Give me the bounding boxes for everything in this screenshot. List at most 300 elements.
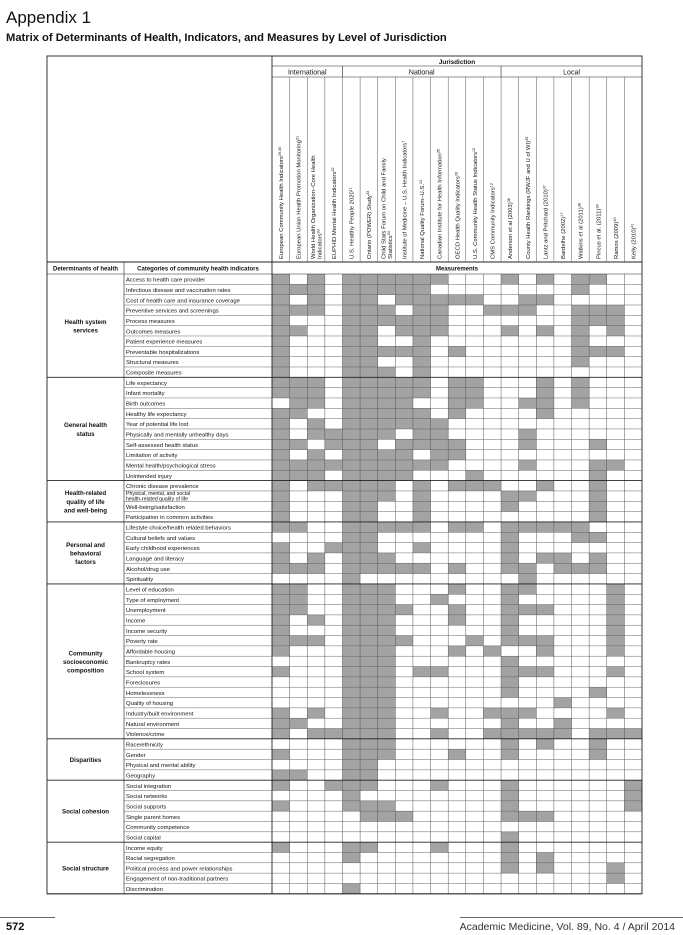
category-label: Engagement of non-traditional partners — [126, 876, 229, 883]
matrix-cell-filled — [501, 594, 519, 604]
category-label: Self-assessed health status — [126, 442, 199, 449]
matrix-cell-filled — [431, 326, 449, 336]
matrix-cell-filled — [501, 605, 519, 615]
matrix-cell-filled — [413, 429, 431, 439]
matrix-cell-filled — [536, 636, 554, 646]
matrix-cell-filled — [448, 439, 466, 449]
matrix-cell-filled — [290, 284, 308, 294]
matrix-cell-filled — [325, 429, 343, 439]
matrix-cell-filled — [290, 470, 308, 480]
matrix-cell-filled — [290, 305, 308, 315]
matrix-cell-filled — [501, 780, 519, 790]
matrix-cell-filled — [554, 563, 572, 573]
matrix-cell-filled — [307, 295, 325, 305]
column-header — [472, 148, 479, 259]
matrix-cell-filled — [607, 615, 625, 625]
matrix-cell-filled — [360, 543, 378, 553]
matrix-cell-filled — [342, 718, 360, 728]
matrix-cell-filled — [572, 284, 590, 294]
matrix-cell-filled — [607, 584, 625, 594]
column-header-ref: 17 — [560, 212, 565, 217]
matrix-cell-filled — [342, 574, 360, 584]
matrix-cell-filled — [272, 367, 290, 377]
matrix-cell-filled — [272, 429, 290, 439]
matrix-cell-filled — [572, 315, 590, 325]
matrix-cell-filled — [519, 811, 537, 821]
matrix-cell-filled — [360, 336, 378, 346]
matrix-cell-filled — [360, 305, 378, 315]
matrix-cell-filled — [536, 481, 554, 491]
matrix-cell-filled — [360, 315, 378, 325]
matrix-cell-filled — [589, 315, 607, 325]
matrix-cell-filled — [519, 574, 537, 584]
matrix-cell-filled — [431, 274, 449, 284]
matrix-cell-filled — [342, 791, 360, 801]
matrix-cell-filled — [589, 346, 607, 356]
matrix-cell-filled — [431, 450, 449, 460]
column-header-label: CMS Community Indicators — [490, 187, 497, 259]
national-header: National — [408, 69, 435, 77]
matrix-cell-filled — [360, 284, 378, 294]
determinant-label: Health-related — [64, 490, 107, 498]
matrix-cell-filled — [395, 605, 413, 615]
matrix-cell-filled — [466, 398, 484, 408]
category-label: Poverty rate — [126, 639, 158, 646]
matrix-cell-filled — [360, 677, 378, 687]
matrix-cell-filled — [554, 522, 572, 532]
matrix-cell-filled — [536, 811, 554, 821]
matrix-cell-filled — [272, 543, 290, 553]
matrix-cell-filled — [395, 811, 413, 821]
matrix-cell-filled — [413, 419, 431, 429]
category-label: Mental health/psychological stress — [126, 463, 216, 470]
matrix-cell-filled — [272, 388, 290, 398]
column-header-label: Statistics — [388, 235, 395, 259]
matrix-cell-filled — [378, 718, 396, 728]
category-label: Income security — [126, 628, 168, 635]
matrix-cell-filled — [325, 729, 343, 739]
matrix-cell-filled — [290, 594, 308, 604]
matrix-cell-filled — [360, 656, 378, 666]
matrix-cell-filled — [413, 305, 431, 315]
matrix-cell-filled — [448, 605, 466, 615]
category-label: Birth outcomes — [126, 401, 166, 408]
category-label: Outcomes measures — [126, 329, 181, 336]
matrix-cell-filled — [501, 501, 519, 511]
category-label: Physical and mental ability — [126, 763, 196, 770]
matrix-cell-filled — [272, 594, 290, 604]
determinant-label: Disparities — [69, 757, 102, 765]
matrix-cell-filled — [572, 532, 590, 542]
column-header-ref: 11 — [348, 187, 353, 192]
category-label: Composite measures — [126, 370, 182, 377]
category-label: Process measures — [126, 318, 175, 325]
column-header-label: U.S. Healthy People 2020 — [349, 191, 356, 259]
matrix-cell-filled — [342, 295, 360, 305]
matrix-cell-filled — [395, 636, 413, 646]
column-header-label: Canadian Institute for Health Information — [437, 153, 444, 259]
matrix-cell-filled — [378, 667, 396, 677]
matrix-cell-filled — [378, 398, 396, 408]
matrix-cell-filled — [501, 625, 519, 635]
matrix-cell-filled — [413, 543, 431, 553]
matrix-cell-filled — [307, 553, 325, 563]
column-header-ref: 32 — [330, 167, 335, 172]
column-header — [278, 147, 285, 259]
column-header — [401, 141, 408, 259]
matrix-cell-filled — [589, 729, 607, 739]
matrix-cell-filled — [572, 305, 590, 315]
matrix-title: Matrix of Determinants of Health, Indicators, and Measures by Level of Jurisdiction — [6, 32, 447, 44]
matrix-cell-filled — [272, 305, 290, 315]
matrix-cell-filled — [483, 729, 501, 739]
matrix-cell-filled — [378, 677, 396, 687]
matrix-cell-filled — [342, 274, 360, 284]
category-label: Infectious disease and vaccination rates — [126, 287, 231, 294]
category-label: Early childhood experiences — [126, 546, 200, 553]
matrix-cell-filled — [360, 512, 378, 522]
matrix-cell-filled — [272, 501, 290, 511]
matrix-cell-filled — [624, 729, 642, 739]
matrix-cell-filled — [360, 584, 378, 594]
determinant-label: Health system — [64, 318, 107, 326]
matrix-cell-filled — [431, 315, 449, 325]
matrix-cell-filled — [395, 450, 413, 460]
matrix-cell-filled — [342, 326, 360, 336]
category-label: Social networks — [126, 794, 168, 801]
matrix-cell-filled — [413, 512, 431, 522]
appendix-heading: Appendix 1 — [6, 8, 92, 27]
matrix-cell-filled — [272, 729, 290, 739]
matrix-cell-filled — [448, 584, 466, 594]
matrix-cell-filled — [607, 346, 625, 356]
determinant-label: General health — [64, 422, 107, 430]
matrix-cell-filled — [342, 439, 360, 449]
matrix-cell-filled — [589, 553, 607, 563]
matrix-cell-filled — [272, 553, 290, 563]
column-header — [311, 155, 323, 259]
matrix-cell-filled — [378, 346, 396, 356]
matrix-cell-filled — [342, 419, 360, 429]
matrix-cell-filled — [290, 636, 308, 646]
matrix-cell-filled — [519, 563, 537, 573]
matrix-cell-filled — [378, 522, 396, 532]
matrix-cell-filled — [466, 481, 484, 491]
matrix-cell-filled — [360, 708, 378, 718]
matrix-cell-filled — [448, 615, 466, 625]
matrix-cell-filled — [413, 274, 431, 284]
category-label: Income — [126, 618, 146, 625]
determinant-label: Personal and — [66, 541, 105, 549]
matrix-cell-filled — [413, 501, 431, 511]
matrix-cell-filled — [342, 481, 360, 491]
matrix-cell-filled — [307, 450, 325, 460]
category-label: Alcohol/drug use — [126, 566, 170, 573]
category-label: Bankruptcy rates — [126, 659, 171, 666]
category-label: Healthy life expectancy — [126, 411, 187, 418]
matrix-cell-filled — [448, 646, 466, 656]
category-label: Single parent homes — [126, 814, 181, 821]
column-header-ref: 40 — [612, 217, 617, 222]
matrix-cell-filled — [290, 388, 308, 398]
matrix-cell-filled — [360, 450, 378, 460]
column-header — [331, 167, 338, 259]
matrix-cell-filled — [290, 563, 308, 573]
matrix-cell-filled — [272, 615, 290, 625]
matrix-cell-filled — [272, 346, 290, 356]
matrix-cell-filled — [272, 295, 290, 305]
matrix-cell-filled — [342, 398, 360, 408]
category-label: Preventive services and screenings — [126, 308, 219, 315]
matrix-cell-filled — [272, 512, 290, 522]
matrix-cell-filled — [536, 522, 554, 532]
category-label: Natural environment — [126, 721, 180, 728]
column-header-label: Lantz and Pritchard (2010) — [543, 189, 550, 259]
matrix-cell-filled — [342, 584, 360, 594]
category-label: Participation in common activities — [126, 515, 214, 522]
matrix-cell-filled — [378, 739, 396, 749]
matrix-cell-filled — [395, 326, 413, 336]
matrix-cell-filled — [378, 594, 396, 604]
column-header — [595, 204, 602, 259]
matrix-cell-filled — [378, 563, 396, 573]
matrix-cell-filled — [395, 460, 413, 470]
column-header-ref: 37 — [542, 185, 547, 190]
matrix-cell-filled — [519, 708, 537, 718]
matrix-cell-filled — [607, 646, 625, 656]
category-label: Year of potential life lost — [126, 422, 189, 429]
matrix-cell-filled — [501, 491, 519, 501]
matrix-cell-filled — [342, 284, 360, 294]
matrix-cell-filled — [378, 429, 396, 439]
matrix-cell-filled — [360, 625, 378, 635]
matrix-cell-filled — [360, 729, 378, 739]
matrix-cell-filled — [360, 326, 378, 336]
matrix-cell-filled — [395, 346, 413, 356]
matrix-cell-filled — [572, 563, 590, 573]
matrix-cell-filled — [431, 305, 449, 315]
matrix-cell-filled — [360, 605, 378, 615]
matrix-cell-filled — [342, 646, 360, 656]
determinant-label: services — [73, 327, 98, 335]
matrix-cell-filled — [360, 398, 378, 408]
matrix-cell-filled — [624, 791, 642, 801]
matrix-cell-filled — [272, 522, 290, 532]
matrix-cell-filled — [536, 729, 554, 739]
matrix-cell-filled — [536, 667, 554, 677]
matrix-cell-filled — [395, 315, 413, 325]
matrix-cell-filled — [572, 377, 590, 387]
matrix-cell-filled — [431, 594, 449, 604]
column-header — [507, 198, 514, 259]
category-label: health-related quality of life — [126, 496, 188, 503]
category-label: Income equity — [126, 845, 163, 852]
column-header-ref: 12 — [489, 183, 494, 188]
matrix-cell-filled — [413, 336, 431, 346]
matrix-cell-filled — [483, 708, 501, 718]
matrix-cell-filled — [448, 563, 466, 573]
matrix-cell-filled — [413, 522, 431, 532]
column-header — [382, 158, 394, 259]
matrix-cell-filled — [431, 429, 449, 439]
category-label: Level of education — [126, 587, 174, 594]
matrix-cell-filled — [413, 408, 431, 418]
determinant-label: Community — [68, 650, 103, 658]
matrix-cell-filled — [413, 388, 431, 398]
matrix-cell-filled — [519, 605, 537, 615]
matrix-cell-filled — [342, 377, 360, 387]
matrix-cell-filled — [501, 729, 519, 739]
matrix-cell-filled — [431, 460, 449, 470]
matrix-cell-filled — [272, 718, 290, 728]
matrix-cell-filled — [466, 470, 484, 480]
matrix-cell-filled — [624, 801, 642, 811]
matrix-cell-filled — [413, 439, 431, 449]
journal-citation: Academic Medicine, Vol. 89, No. 4 / April 2014 — [459, 921, 675, 933]
matrix-cell-filled — [378, 450, 396, 460]
category-label: Chronic disease prevalence — [126, 484, 199, 491]
matrix-cell-filled — [360, 718, 378, 728]
matrix-cell-filled — [272, 801, 290, 811]
category-label: Patient experience measures — [126, 339, 203, 346]
matrix-cell-filled — [342, 522, 360, 532]
matrix-cell-filled — [589, 563, 607, 573]
matrix-cell-filled — [342, 636, 360, 646]
category-label: Race/ethnicity — [126, 742, 163, 749]
column-header-ref: 34 — [387, 231, 392, 236]
matrix-cell-filled — [378, 388, 396, 398]
matrix-cell-filled — [307, 284, 325, 294]
category-label: Unemployment — [126, 608, 166, 615]
matrix-cell-filled — [572, 274, 590, 284]
matrix-cell-filled — [307, 615, 325, 625]
matrix-cell-filled — [378, 729, 396, 739]
column-header-label: U.S. Community Health Status Indicators — [472, 151, 479, 259]
column-header-label: County Health Rankings (RWJF and U of WI) — [525, 140, 532, 259]
category-label: Social supports — [126, 804, 167, 811]
matrix-cell-filled — [378, 481, 396, 491]
matrix-cell-filled — [395, 398, 413, 408]
matrix-cell-filled — [342, 625, 360, 635]
matrix-cell-filled — [448, 481, 466, 491]
matrix-cell-filled — [378, 801, 396, 811]
matrix-cell-filled — [290, 326, 308, 336]
matrix-cell-filled — [290, 408, 308, 418]
matrix-cell-filled — [448, 408, 466, 418]
matrix-cell-filled — [589, 491, 607, 501]
column-header-label: Indicators — [317, 233, 324, 259]
determinant-label: factors — [75, 559, 96, 567]
matrix-cell-filled — [342, 408, 360, 418]
category-label: Unintended injury — [126, 473, 172, 480]
matrix-cell-filled — [589, 274, 607, 284]
matrix-cell-filled — [378, 305, 396, 315]
determinant-label: and well-being — [64, 507, 107, 515]
matrix-cell-filled — [378, 419, 396, 429]
matrix-cell-filled — [360, 491, 378, 501]
column-header — [366, 191, 373, 259]
matrix-cell-filled — [395, 439, 413, 449]
determinant-label: composition — [67, 667, 104, 675]
determinant-label: behavioral — [70, 550, 101, 558]
matrix-cell-filled — [290, 718, 308, 728]
matrix-cell-filled — [325, 481, 343, 491]
matrix-cell-filled — [342, 336, 360, 346]
matrix-cell-filled — [272, 439, 290, 449]
column-header-ref: 29,30 — [278, 146, 283, 157]
category-label: Foreclosures — [126, 680, 161, 687]
matrix-cell-filled — [536, 377, 554, 387]
determinant-label: socioeconomic — [62, 658, 109, 666]
matrix-cell-filled — [466, 377, 484, 387]
matrix-cell-filled — [342, 615, 360, 625]
matrix-cell-filled — [519, 636, 537, 646]
matrix-cell-filled — [413, 346, 431, 356]
matrix-cell-filled — [272, 377, 290, 387]
categories-header: Categories of community health indicators — [137, 266, 259, 273]
matrix-cell-filled — [572, 357, 590, 367]
matrix-cell-filled — [501, 863, 519, 873]
matrix-cell-filled — [290, 584, 308, 594]
matrix-cell-filled — [360, 563, 378, 573]
matrix-cell-filled — [290, 439, 308, 449]
matrix-cell-filled — [572, 346, 590, 356]
matrix-cell-filled — [325, 780, 343, 790]
matrix-cell-filled — [536, 398, 554, 408]
matrix-cell-filled — [360, 501, 378, 511]
matrix-cell-filled — [360, 739, 378, 749]
matrix-cell-filled — [413, 357, 431, 367]
matrix-cell-filled — [360, 274, 378, 284]
column-header-label: Child Stats Forum on Child and Family — [381, 158, 388, 259]
column-header-ref: 31 — [295, 135, 300, 141]
matrix-cell-filled — [360, 780, 378, 790]
matrix-cell-filled — [413, 315, 431, 325]
determinant-label: Social structure — [62, 865, 109, 873]
matrix-cell-filled — [272, 708, 290, 718]
column-header-label: Bardelhe (2002) — [561, 216, 568, 259]
matrix-cell-filled — [342, 770, 360, 780]
matrix-cell-filled — [378, 605, 396, 615]
matrix-cell-filled — [607, 625, 625, 635]
column-header-label: European Union Health Promotion Monitoring — [296, 140, 303, 259]
matrix-cell-filled — [413, 377, 431, 387]
matrix-cell-filled — [519, 295, 537, 305]
matrix-cell-filled — [501, 852, 519, 862]
matrix-cell-filled — [272, 636, 290, 646]
category-label: Cost of health care and insurance coverage — [126, 298, 240, 305]
matrix-cell-filled — [501, 563, 519, 573]
matrix-cell-filled — [448, 398, 466, 408]
local-header: Local — [563, 69, 580, 77]
column-header-ref: 38 — [577, 203, 582, 208]
matrix-cell-filled — [395, 408, 413, 418]
matrix-cell-filled — [325, 439, 343, 449]
matrix-cell-filled — [395, 563, 413, 573]
matrix-cell-filled — [342, 594, 360, 604]
matrix-cell-filled — [342, 739, 360, 749]
category-label: Physical, mental, and social — [126, 491, 191, 498]
column-header-label: Kelly (2010) — [631, 227, 638, 259]
matrix-cell-filled — [589, 481, 607, 491]
matrix-cell-filled — [272, 460, 290, 470]
column-header-ref: 24 — [419, 179, 424, 185]
matrix-cell-filled — [272, 326, 290, 336]
matrix-cell-filled — [360, 470, 378, 480]
matrix-cell-filled — [342, 512, 360, 522]
matrix-cell-filled — [342, 553, 360, 563]
category-label: Infant mortality — [126, 391, 165, 398]
